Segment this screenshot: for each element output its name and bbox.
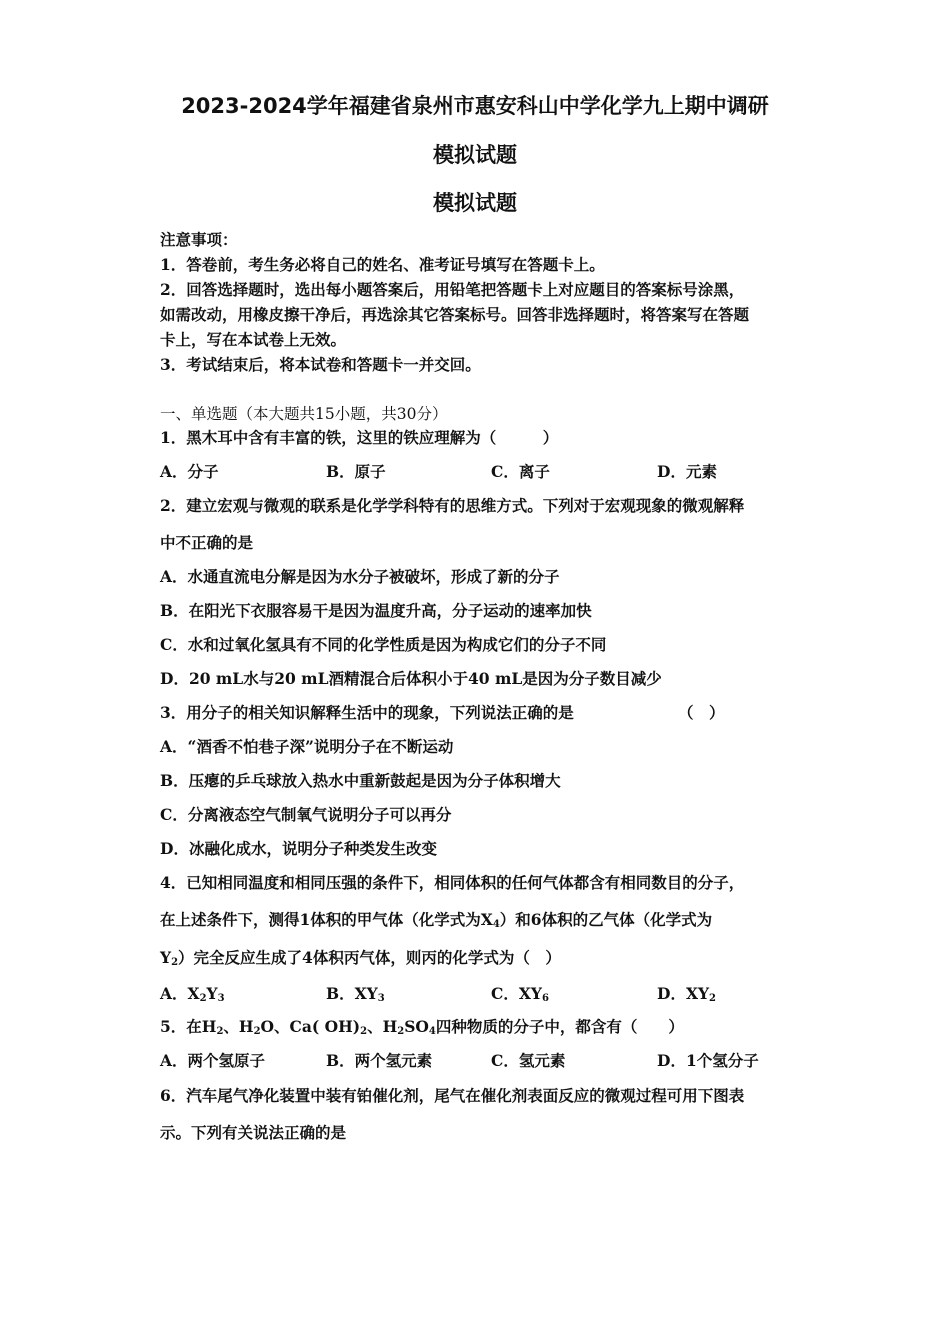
q4-option-d[interactable]: D．$XY_2$ <box>657 984 717 1004</box>
q4-stem-cont: 在上述条件下，测得1体积的甲气体（化学式为$X_4$）和6体积的乙气体（化学式为 <box>160 910 713 930</box>
notice-heading: 注意事项： <box>160 230 238 249</box>
q2-stem-cont: 中不正确的是 <box>160 533 254 552</box>
exam-title-line3: 模拟试题 <box>433 191 517 215</box>
notice-item-2-end: 卡上，写在本试卷上无效。 <box>160 330 347 349</box>
q4-option-b[interactable]: B．$XY_3$ <box>326 984 385 1004</box>
q4-stem-end: $Y_2$）完全反应生成了4体积丙气体，则丙的化学式为（ ） <box>160 948 561 968</box>
q2-option-b[interactable]: B．在阳光下衣服容易干是因为温度升高，分子运动的速率加快 <box>160 601 592 620</box>
q5-option-c[interactable]: C．氢元素 <box>491 1051 566 1070</box>
exam-title-line2: 模拟试题 <box>433 143 517 167</box>
q1-option-b[interactable]: B．原子 <box>326 462 386 481</box>
q6-stem: 6．汽车尾气净化装置中装有铂催化剂，尾气在催化剂表面反应的微观过程可用下图表 <box>160 1086 745 1105</box>
q2-option-d[interactable]: D．20 mL水与20 mL酒精混合后体积小于40 mL是因为分子数目减少 <box>160 669 662 688</box>
exam-title-line1: 2023-2024学年福建省泉州市惠安科山中学化学九上期中调研 <box>181 94 769 118</box>
q5-option-b[interactable]: B．两个氢元素 <box>326 1051 433 1070</box>
q1-option-a[interactable]: A．分子 <box>160 462 219 481</box>
q5-option-d[interactable]: D．1个氢分子 <box>657 1051 759 1070</box>
q4-option-a[interactable]: A．$X_2Y_3$ <box>160 984 225 1004</box>
notice-item-3: 3．考试结束后，将本试卷和答题卡一并交回。 <box>160 355 481 374</box>
q3-option-d[interactable]: D．冰融化成水，说明分子种类发生改变 <box>160 839 437 858</box>
q3-answer-paren: （ ） <box>678 703 725 722</box>
q2-option-c[interactable]: C．水和过氧化氢具有不同的化学性质是因为构成它们的分子不同 <box>160 635 607 654</box>
q4-stem: 4．已知相同温度和相同压强的条件下，相同体积的任何气体都含有相同数目的分子， <box>160 873 745 892</box>
q3-option-b[interactable]: B．压瘪的乒乓球放入热水中重新鼓起是因为分子体积增大 <box>160 771 561 790</box>
notice-item-2: 2．回答选择题时，选出每小题答案后，用铅笔把答题卡上对应题目的答案标号涂黑， <box>160 280 745 299</box>
q5-stem: 5．在$H_2$、$H_2O$、Ca( $OH)_2$、$H_2SO_4$四种物质的分子中，都含有（ ） <box>160 1017 684 1037</box>
q3-option-a[interactable]: A．“酒香不怕巷子深”说明分子在不断运动 <box>160 737 454 756</box>
q1-option-d[interactable]: D．元素 <box>657 462 717 481</box>
section-heading: 一、单选题（本大题共15小题，共30分） <box>160 405 448 423</box>
q2-option-a[interactable]: A．水通直流电分解是因为水分子被破坏，形成了新的分子 <box>160 567 560 586</box>
q1-stem: 1．黑木耳中含有丰富的铁，这里的铁应理解为（ ） <box>160 428 559 447</box>
q2-stem: 2．建立宏观与微观的联系是化学学科特有的思维方式。下列对于宏观现象的微观解释 <box>160 496 745 515</box>
q6-stem-cont: 示。下列有关说法正确的是 <box>160 1123 347 1142</box>
notice-item-2-cont: 如需改动，用橡皮擦干净后，再选涂其它答案标号。回答非选择题时，将答案写在答题 <box>160 305 750 324</box>
q1-option-c[interactable]: C．离子 <box>491 462 550 481</box>
q4-option-c[interactable]: C．$XY_6$ <box>491 984 549 1004</box>
q5-option-a[interactable]: A．两个氢原子 <box>160 1051 266 1070</box>
notice-item-1: 1．答卷前，考生务必将自己的姓名、准考证号填写在答题卡上。 <box>160 255 605 274</box>
q3-option-c[interactable]: C．分离液态空气制氧气说明分子可以再分 <box>160 805 452 824</box>
q3-stem: 3．用分子的相关知识解释生活中的现象，下列说法正确的是 <box>160 703 574 722</box>
